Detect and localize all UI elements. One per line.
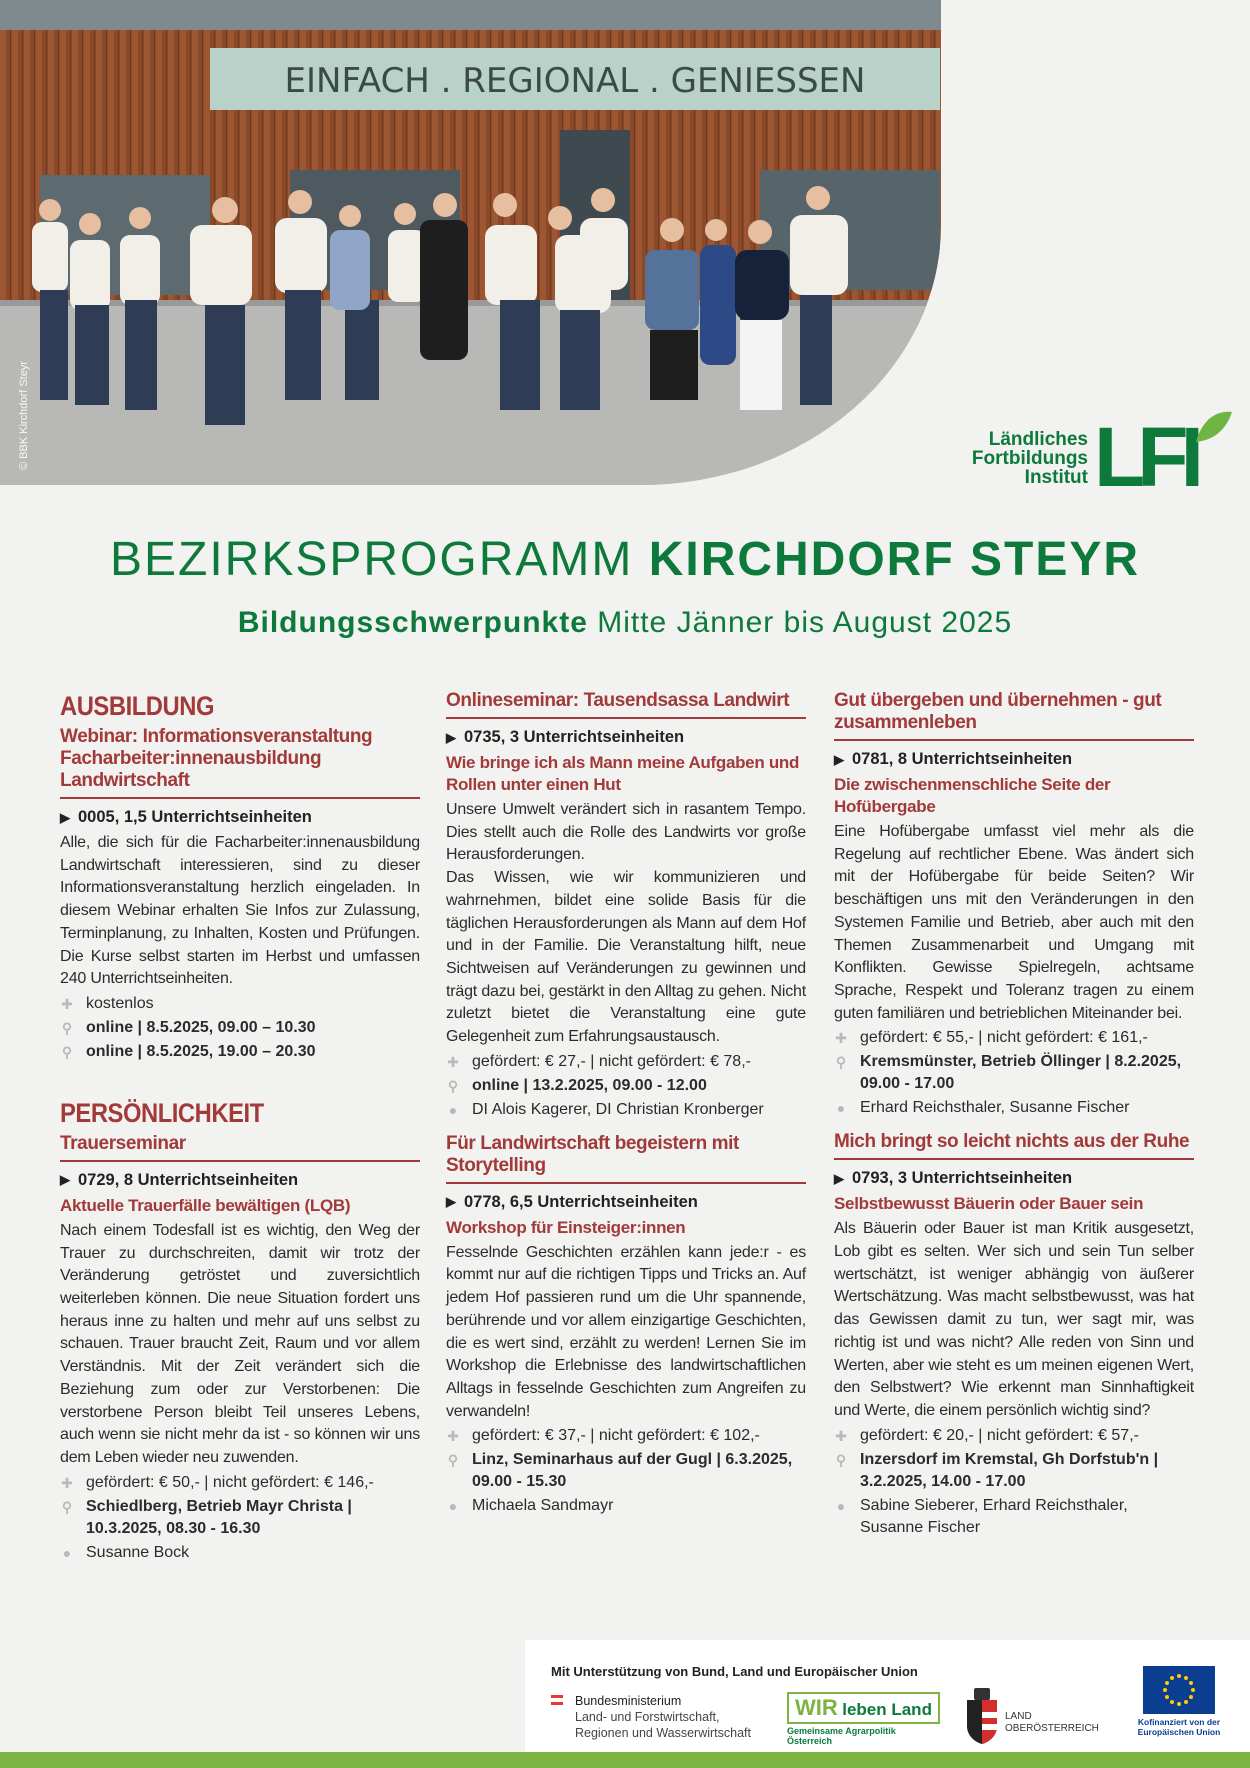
land-line-1: LAND xyxy=(1005,1711,1032,1722)
eu-logo xyxy=(1137,1666,1221,1737)
price-row xyxy=(446,1051,806,1073)
place-text: Schiedlberg, Betrieb Mayr Christa | 10.3.2025, 08.30 - 16.30 xyxy=(86,1497,352,1537)
footer-green-bar xyxy=(0,1752,1250,1768)
event-subtitle: Die zwischenmenschliche Seite der Hofübergabe xyxy=(834,775,1111,816)
event-title: Für Landwirtschaft begeistern mit Storytelling xyxy=(446,1133,806,1184)
title-light: BEZIRKSPROGRAMM xyxy=(109,533,649,586)
bmlf-line-3: Regionen und Wasserwirtschaft xyxy=(575,1726,752,1740)
price-text: gefördert: € 20,- | nicht gefördert: € 57,- xyxy=(860,1426,1139,1444)
event-description: Alle, die sich für die Facharbeiter:innenausbildung Landwirtschaft interessieren, sind zu dieser Informationsveranstaltung herzlich eingeladen. In diesem Webinar erhalten Sie Infos zur Zulassung, Terminplanung, zu Inhalten, Kosten und Prüfungen. Die Kurse selbst starten im Herbst und umfassen 240 Unterrichtseinheiten. xyxy=(60,834,420,988)
eu-flag-icon xyxy=(1143,1666,1215,1714)
event-description: Unsere Umwelt verändert sich in rasantem Tempo. Dies stellt auch die Rolle des Landwirts vor große Herausforderungen. xyxy=(446,801,806,864)
trainer-text: Michaela Sandmayr xyxy=(472,1497,614,1515)
wir-leben-land-logo xyxy=(787,1692,943,1746)
price-text: kostenlos xyxy=(86,994,154,1012)
support-title: Mit Unterstützung von Bund, Land und Europäischer Union xyxy=(551,1664,918,1679)
event-subtitle: Workshop für Einsteiger:innen xyxy=(446,1217,686,1237)
event-title: Trauerseminar xyxy=(60,1133,420,1162)
price-text: gefördert: € 27,- | nicht gefördert: € 78,- xyxy=(472,1052,751,1070)
event-code xyxy=(446,1193,806,1212)
plus-icon: ✚ xyxy=(61,995,73,1012)
section-ausbildung: AUSBILDUNG xyxy=(60,691,214,721)
sign-text: EINFACH . REGIONAL . GENIESSEN xyxy=(284,61,866,101)
column-3 xyxy=(834,690,1194,1539)
event-title: Onlineseminar: Tausendsassa Landwirt xyxy=(446,690,806,719)
hero-illustration xyxy=(0,0,941,485)
play-icon: ▶ xyxy=(446,729,456,745)
event-code-text: 0005, 1,5 Unterrichtseinheiten xyxy=(78,808,312,826)
location-pin-icon: ⚲ xyxy=(835,1054,847,1071)
logo-line-1: Ländliches xyxy=(988,429,1088,450)
date-text: online | 8.5.2025, 09.00 – 10.30 xyxy=(86,1018,316,1036)
location-pin-icon: ⚲ xyxy=(447,1452,459,1469)
person-icon: ● xyxy=(836,1497,846,1514)
event-title: Gut übergeben und übernehmen - gut zusammenleben xyxy=(834,690,1194,741)
person-icon: ● xyxy=(836,1100,846,1117)
trainer-text: Erhard Reichsthaler, Susanne Fischer xyxy=(860,1099,1130,1117)
date-text: online | 8.5.2025, 19.00 – 20.30 xyxy=(86,1042,316,1060)
event-code-text: 0778, 6,5 Unterrichtseinheiten xyxy=(464,1192,698,1211)
wir-big: WIR xyxy=(795,1695,838,1720)
trainer-text: Susanne Bock xyxy=(86,1543,190,1561)
place-text: online | 13.2.2025, 09.00 - 12.00 xyxy=(472,1076,707,1094)
trainer-row xyxy=(834,1097,1194,1119)
land-line-2: OBERÖSTERREICH xyxy=(1005,1723,1099,1734)
location-pin-icon: ⚲ xyxy=(61,1498,73,1515)
support-logos xyxy=(525,1640,1250,1752)
trainer-row xyxy=(446,1099,806,1121)
trainer-row xyxy=(834,1495,1194,1539)
location-pin-icon: ⚲ xyxy=(447,1077,459,1094)
event-code-text: 0729, 8 Unterrichtseinheiten xyxy=(78,1170,299,1189)
subtitle-light: Mitte Jänner bis August 2025 xyxy=(587,606,1013,639)
event-subtitle: Wie bringe ich als Mann meine Aufgaben und Rollen unter einen Hut xyxy=(446,753,800,794)
event-code-text: 0781, 8 Unterrichtseinheiten xyxy=(852,750,1073,768)
place-row xyxy=(834,1051,1194,1095)
event-title: Mich bringt so leicht nichts aus der Ruhe xyxy=(834,1131,1194,1160)
price-text: gefördert: € 37,- | nicht gefördert: € 102,- xyxy=(472,1427,760,1445)
event-subtitle: Aktuelle Trauerfälle bewältigen (LQB) xyxy=(60,1195,351,1215)
lfi-logo xyxy=(962,402,1232,492)
place-text: Linz, Seminarhaus auf der Gugl | 6.3.2025, 09.00 - 15.30 xyxy=(472,1451,793,1491)
logo-line-2: Fortbildungs xyxy=(971,448,1088,469)
event-subtitle: Selbstbewusst Bäuerin oder Bauer sein xyxy=(834,1194,1144,1214)
event-code xyxy=(60,808,420,827)
event-code xyxy=(446,728,806,747)
play-icon: ▶ xyxy=(60,1172,70,1188)
plus-icon: ✚ xyxy=(835,1030,847,1047)
coat-of-arms-icon xyxy=(965,1688,999,1744)
place-text: Inzersdorf im Kremstal, Gh Dorfstub'n | 3.2.2025, 14.00 - 17.00 xyxy=(860,1450,1159,1490)
wir-sub: Gemeinsame Agrarpolitik Österreich xyxy=(787,1726,896,1746)
plus-icon: ✚ xyxy=(447,1428,459,1445)
event-code-text: 0793, 3 Unterrichtseinheiten xyxy=(852,1169,1073,1188)
trainer-text: DI Alois Kagerer, DI Christian Kronberger xyxy=(472,1100,764,1118)
location-pin-icon: ⚲ xyxy=(61,1019,73,1036)
location-pin-icon: ⚲ xyxy=(835,1451,847,1468)
person-icon: ● xyxy=(448,1101,458,1118)
play-icon: ▶ xyxy=(60,809,70,825)
logo-line-3: Institut xyxy=(1024,467,1088,488)
price-row xyxy=(834,1027,1194,1049)
logo-wordmark xyxy=(962,430,1088,487)
bmlf-line-1: Bundesministerium xyxy=(575,1694,682,1708)
trainer-text: Sabine Sieberer, Erhard Reichsthaler, Susanne Fischer xyxy=(860,1496,1128,1536)
event-code xyxy=(834,750,1194,769)
austria-flag-icon xyxy=(551,1695,563,1705)
lfi-mark-icon xyxy=(1094,402,1234,492)
event-description: Als Bäuerin oder Bauer ist man Kritik ausgesetzt, Lob gibt es selten. Wer sich und sein Tun selber wertschätzt, ist weniger abhängig von äußerer Wertschätzung. Was macht selbstbewusst, was hat das Gewissen damit zu tun, wer sagt mir, was richtig ist und was nicht? Alle reden von Sinn und Werten, aber wie steht es um meinen eigenen Wert, den Selbstwert? Wie erkennt man Sinnhaftigkeit und Werte, die einem persönlich wichtig sind? xyxy=(834,1220,1194,1419)
bmlf-line-2: Land- und Forstwirtschaft, xyxy=(575,1710,720,1724)
plus-icon: ✚ xyxy=(61,1474,73,1491)
play-icon: ▶ xyxy=(834,751,844,767)
hero-photo xyxy=(0,0,941,485)
page-title xyxy=(0,532,1250,587)
price-row xyxy=(834,1425,1194,1447)
event-code-text: 0735, 3 Unterrichtseinheiten xyxy=(464,728,685,746)
place-row xyxy=(834,1449,1194,1493)
person-icon: ● xyxy=(448,1498,458,1515)
person-icon: ● xyxy=(62,1544,72,1561)
place-row xyxy=(60,1496,420,1540)
column-2 xyxy=(446,690,806,1517)
event-code xyxy=(60,1171,420,1190)
event-title: Webinar: Informationsveranstaltung Facharbeiter:innenausbildung Landwirtschaft xyxy=(60,726,420,799)
subtitle-bold: Bildungsschwerpunkte xyxy=(237,606,588,639)
column-1 xyxy=(60,690,420,1564)
date-row xyxy=(60,1017,420,1039)
location-pin-icon: ⚲ xyxy=(61,1043,73,1060)
date-row xyxy=(60,1041,420,1063)
wir-small: leben Land xyxy=(842,1700,932,1719)
price-row xyxy=(60,993,420,1015)
place-row xyxy=(446,1075,806,1097)
trainer-row xyxy=(60,1542,420,1564)
section-persoenlichkeit: PERSÖNLICHKEIT xyxy=(60,1097,264,1128)
trainer-row xyxy=(446,1495,806,1517)
price-row xyxy=(446,1425,806,1447)
price-row xyxy=(60,1472,420,1494)
price-text: gefördert: € 50,- | nicht gefördert: € 146,- xyxy=(86,1473,374,1491)
event-description: Fesselnde Geschichten erzählen kann jede:r - es kommt nur auf die richtigen Tipps und Tricks an. Auf jedem Hof passieren rund um die Uhr spannende, berührende und vor allem einzigartige Geschichten, die es wert sind, erzählt zu werden! Lernen Sie im Workshop die Erlebnisse des landwirtschaftlichen Alltags in fesselnde Geschichten zum Angreifen zu verwandeln! xyxy=(446,1243,806,1420)
event-description: Nach einem Todesfall ist es wichtig, den Weg der Trauer zu durchschreiten, damit wir trotz der Veränderung getröstet und zuversichtlich weiterleben können. Die neue Situation fordert uns heraus inne zu halten und mehr auf uns selbst zu schauen. Trauer braucht Zeit, Raum und vor allem Verständnis. Mit der Zeit verändert sich die Beziehung zum oder zur Verstorbenen: Die verstorbene Person bleibt Teil unseres Lebens, auch wenn sie nicht mehr da ist - so können wir uns dem Leben wieder neu zuwenden. xyxy=(60,1221,420,1466)
title-bold: KIRCHDORF STEYR xyxy=(648,533,1141,586)
plus-icon: ✚ xyxy=(447,1053,459,1070)
play-icon: ▶ xyxy=(446,1194,456,1210)
eu-caption: Kofinanziert von der Europäischen Union xyxy=(1137,1717,1221,1737)
spacer xyxy=(834,1119,1194,1131)
plus-icon: ✚ xyxy=(835,1427,847,1444)
event-description: Das Wissen, wie wir kommunizieren und wahrnehmen, bildet eine solide Basis für die täglichen Herausforderungen als Mann auf dem Hof und in der Familie. Die Veranstaltung hilft, neue Sichtweisen auf Veränderungen zu gewinnen und trägt dazu bei, gestärkt in den Alltag zu gehen. Nicht zuletzt bietet die Veranstaltung eine gute Gelegenheit zum Erfahrungsaustausch. xyxy=(446,869,806,1046)
event-code xyxy=(834,1169,1194,1188)
photo-credit: © BBK Kirchdorf Steyr xyxy=(18,361,30,470)
land-ooe-logo xyxy=(965,1688,1099,1749)
spacer xyxy=(60,1085,420,1097)
logo-mark-text: LFI xyxy=(1094,410,1196,492)
price-text: gefördert: € 55,- | nicht gefördert: € 161,- xyxy=(860,1029,1148,1047)
place-text: Kremsmünster, Betrieb Öllinger | 8.2.2025, 09.00 - 17.00 xyxy=(860,1053,1182,1093)
spacer xyxy=(60,1063,420,1085)
event-description: Eine Hofübergabe umfasst viel mehr als die Regelung auf rechtlicher Ebene. Was ändert sich mit der Hofübergabe für beide Seiten? Wir beschäftigen uns mit den Veränderungen in den Systemen Familie und Betrieb, aber auch mit den Themen Zusammenarbeit und Umgang mit Konflikten. Gewisse Spielregeln, achtsame Sprache, Respekt und Toleranz tragen zu einem guten familiären und betrieblichen Miteinander bei. xyxy=(834,823,1194,1022)
page-subtitle xyxy=(0,606,1250,640)
spacer xyxy=(446,1121,806,1133)
place-row xyxy=(446,1449,806,1493)
play-icon: ▶ xyxy=(834,1170,844,1186)
